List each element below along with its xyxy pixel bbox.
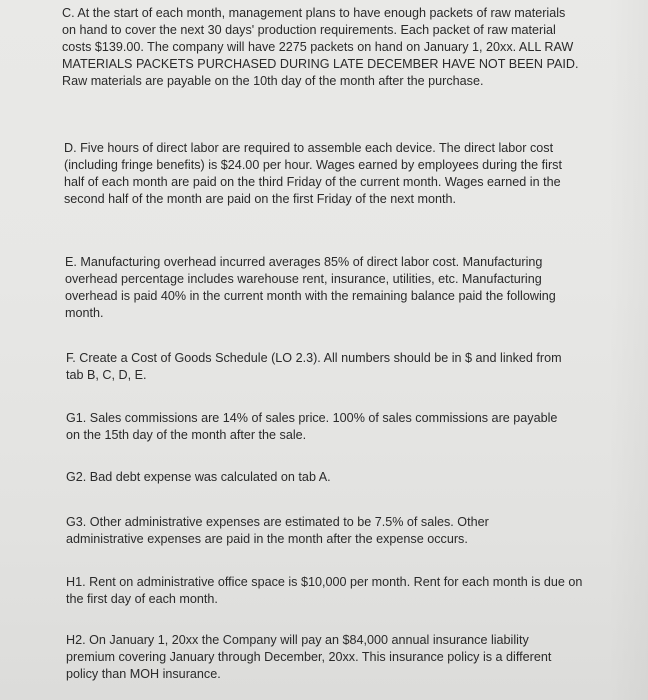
paragraph-h2: H2. On January 1, 20xx the Company will pay an $84,000 annual insurance liability premium covering January through December, 20xx. This insurance policy is a different policy than MOH insurance. xyxy=(66,633,552,681)
paragraph-f: F. Create a Cost of Goods Schedule (LO 2.3). All numbers should be in $ and linked from tab B, C, D, E. xyxy=(66,351,562,382)
page-edge-shadow xyxy=(608,0,648,700)
paragraph-g2: G2. Bad debt expense was calculated on tab A. xyxy=(66,470,331,484)
paragraph-h1: H1. Rent on administrative office space is $10,000 per month. Rent for each month is due on the first day of each month. xyxy=(66,575,583,606)
paragraph-e: E. Manufacturing overhead incurred averages 85% of direct labor cost. Manufacturing overhead percentage includes warehouse rent, insurance, utilities, etc. Manufacturing overhead is paid 40% in the current month with the remaining balance paid the following month. xyxy=(65,255,556,320)
paragraph-d: D. Five hours of direct labor are required to assemble each device. The direct labor cost (including fringe benefits) is $24.00 per hour. Wages earned by employees during the first half of each month are paid on the third Friday of the current month. Wages earned in the second half of the month are paid on the first Friday of the next month. xyxy=(64,141,562,206)
paragraph-g3: G3. Other administrative expenses are estimated to be 7.5% of sales. Other administrative expenses are paid in the month after the expense occurs. xyxy=(66,515,489,546)
paragraph-g1: G1. Sales commissions are 14% of sales price. 100% of sales commissions are payable on the 15th day of the month after the sale. xyxy=(66,411,558,442)
paragraph-c: C. At the start of each month, management plans to have enough packets of raw materials on hand to cover the next 30 days' production requirements. Each packet of raw material costs $139.00. The company will have 2275 packets on hand on January 1, 20xx. ALL RAW MATERIALS PACKETS PURCHASED DURING LATE DECEMBER HAVE NOT BEEN PAID. Raw materials are payable on the 10th day of the month after the purchase. xyxy=(62,6,579,88)
